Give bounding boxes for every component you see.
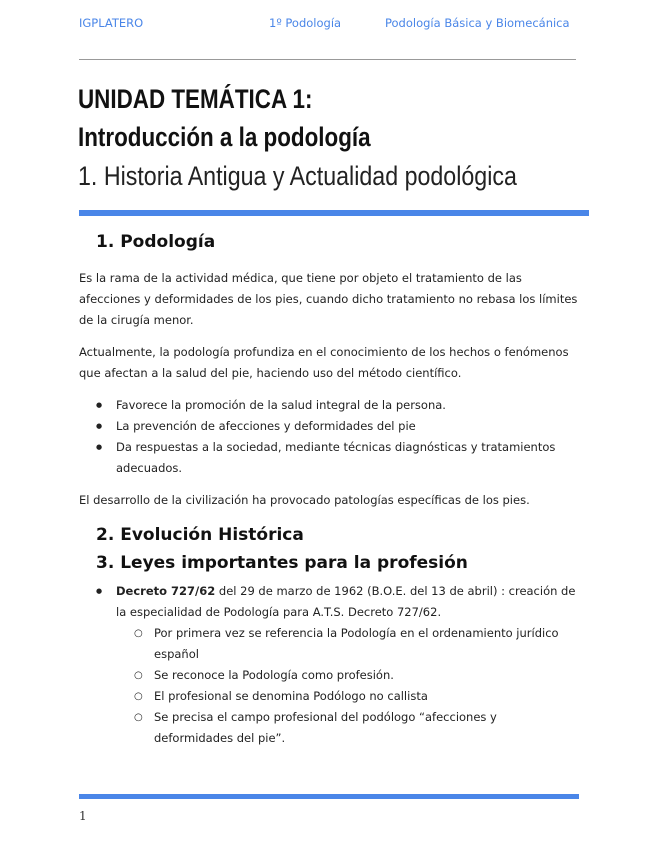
paragraph-actualidad: Actualmente, la podología profundiza en el conocimiento de los hechos o fenómenos que afectan a la salud del pie, haciendo uso del método científico. (79, 345, 569, 380)
paragraph-civilizacion: El desarrollo de la civilización ha provocado patologías específicas de los pies. (79, 493, 530, 507)
bullet-list (79, 395, 579, 479)
paragraph-definition: Es la rama de la actividad médica, que tiene por objeto el tratamiento de las afecciones y deformidades de los pies, cuando dicho tratamiento no rebasa los límites de la cirugía menor. (79, 271, 578, 327)
sub-list-item: ○ El profesional se denomina Podólogo no callista (79, 686, 579, 707)
header-author: IGPLATERO (79, 16, 144, 30)
header-course: 1º Podología (269, 16, 342, 30)
list-item: ● Favorece la promoción de la salud integral de la persona. (79, 395, 579, 416)
document-body (79, 232, 579, 749)
sub-list-item: ○ Se reconoce la Podología como profesión. (79, 665, 579, 686)
law-item (79, 581, 579, 623)
document-title (78, 80, 588, 196)
section-heading-leyes: 3. Leyes importantes para la profesión (96, 553, 468, 573)
footer-accent-bar (79, 794, 579, 799)
page-number: 1 (79, 809, 87, 823)
page-header (79, 16, 575, 34)
title-accent-bar (79, 210, 589, 216)
list-item: ● Da respuestas a la sociedad, mediante técnicas diagnósticas y tratamientos adecuados. (79, 437, 579, 479)
title-topic: Introducción a la podología (78, 122, 371, 152)
section-heading-evolucion: 2. Evolución Histórica (96, 525, 304, 545)
list-item: ● La prevención de afecciones y deformidades del pie (79, 416, 579, 437)
law-decree-text: del 29 de marzo de 1962 (B.O.E. del 13 de abril) : creación de la especialidad de Podología para A.T.S. Decreto 727/62. (116, 584, 576, 619)
header-subject: Podología Básica y Biomecánica (385, 16, 570, 30)
law-decree-name: Decreto 727/62 (116, 584, 216, 598)
section-heading-podologia: 1. Podología (96, 232, 216, 252)
sub-list-item: ○ Por primera vez se referencia la Podología en el ordenamiento jurídico español (79, 623, 579, 665)
title-unit: UNIDAD TEMÁTICA 1: (78, 84, 313, 114)
header-divider (79, 59, 576, 60)
title-subtitle: 1. Historia Antigua y Actualidad podológica (78, 161, 517, 191)
law-list (79, 581, 579, 749)
sub-list-item: ○ Se precisa el campo profesional del podólogo “afecciones y deformidades del pie”. (79, 707, 579, 749)
